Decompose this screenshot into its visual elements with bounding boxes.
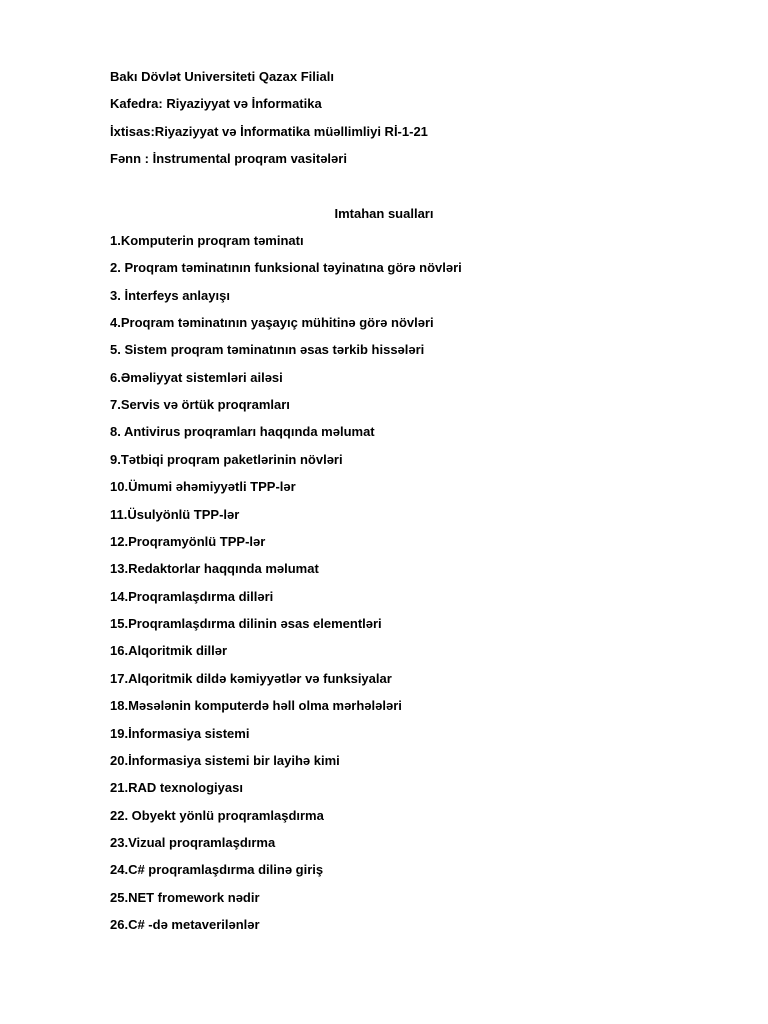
question-item: 22. Obyekt yönlü proqramlaşdırma [110,808,324,823]
subject-line: Fənn : İnstrumental proqram vasitələri [110,151,347,166]
question-item: 21.RAD texnologiyası [110,780,243,795]
question-item: 20.İnformasiya sistemi bir layihə kimi [110,753,340,768]
question-item: 10.Ümumi əhəmiyyətli TPP-lər [110,479,296,494]
university-line: Bakı Dövlət Universiteti Qazax Filialı [110,69,334,84]
question-item: 6.Əməliyyat sistemləri ailəsi [110,370,283,385]
question-item: 3. İnterfeys anlayışı [110,288,230,303]
question-item: 24.C# proqramlaşdırma dilinə giriş [110,862,324,877]
question-item: 18.Məsələnin komputerdə həll olma mərhələləri [110,698,402,713]
question-item: 5. Sistem proqram təminatının əsas tərkib hissələri [110,342,425,357]
question-item: 13.Redaktorlar haqqında məlumat [110,561,319,576]
question-item: 12.Proqramyönlü TPP-lər [110,534,266,549]
question-item: 26.C# -də metaverilənlər [110,917,260,932]
question-item: 23.Vizual proqramlaşdırma [110,835,276,850]
question-item: 8. Antivirus proqramları haqqında məlumat [110,424,375,439]
question-item: 16.Alqoritmik dillər [110,643,228,658]
department-line: Kafedra: Riyaziyyat və İnformatika [110,96,322,111]
exam-questions-title: Imtahan sualları [334,206,434,221]
question-item: 14.Proqramlaşdırma dilləri [110,589,274,604]
question-item: 17.Alqoritmik dildə kəmiyyətlər və funksiyalar [110,671,392,686]
question-item: 15.Proqramlaşdırma dilinin əsas elementləri [110,616,382,631]
question-item: 1.Komputerin proqram təminatı [110,233,304,248]
specialty-line: İxtisas:Riyaziyyat və İnformatika müəllimliyi Rİ-1-21 [110,124,428,139]
question-item: 11.Üsulyönlü TPP-lər [110,507,240,522]
question-item: 19.İnformasiya sistemi [110,726,250,741]
question-item: 2. Proqram təminatının funksional təyinatına görə növləri [110,260,462,275]
question-item: 4.Proqram təminatının yaşayıç mühitinə görə növləri [110,315,434,330]
question-item: 7.Servis və örtük proqramları [110,397,290,412]
question-item: 25.NET fromework nədir [110,890,260,905]
question-item: 9.Tətbiqi proqram paketlərinin növləri [110,452,343,467]
